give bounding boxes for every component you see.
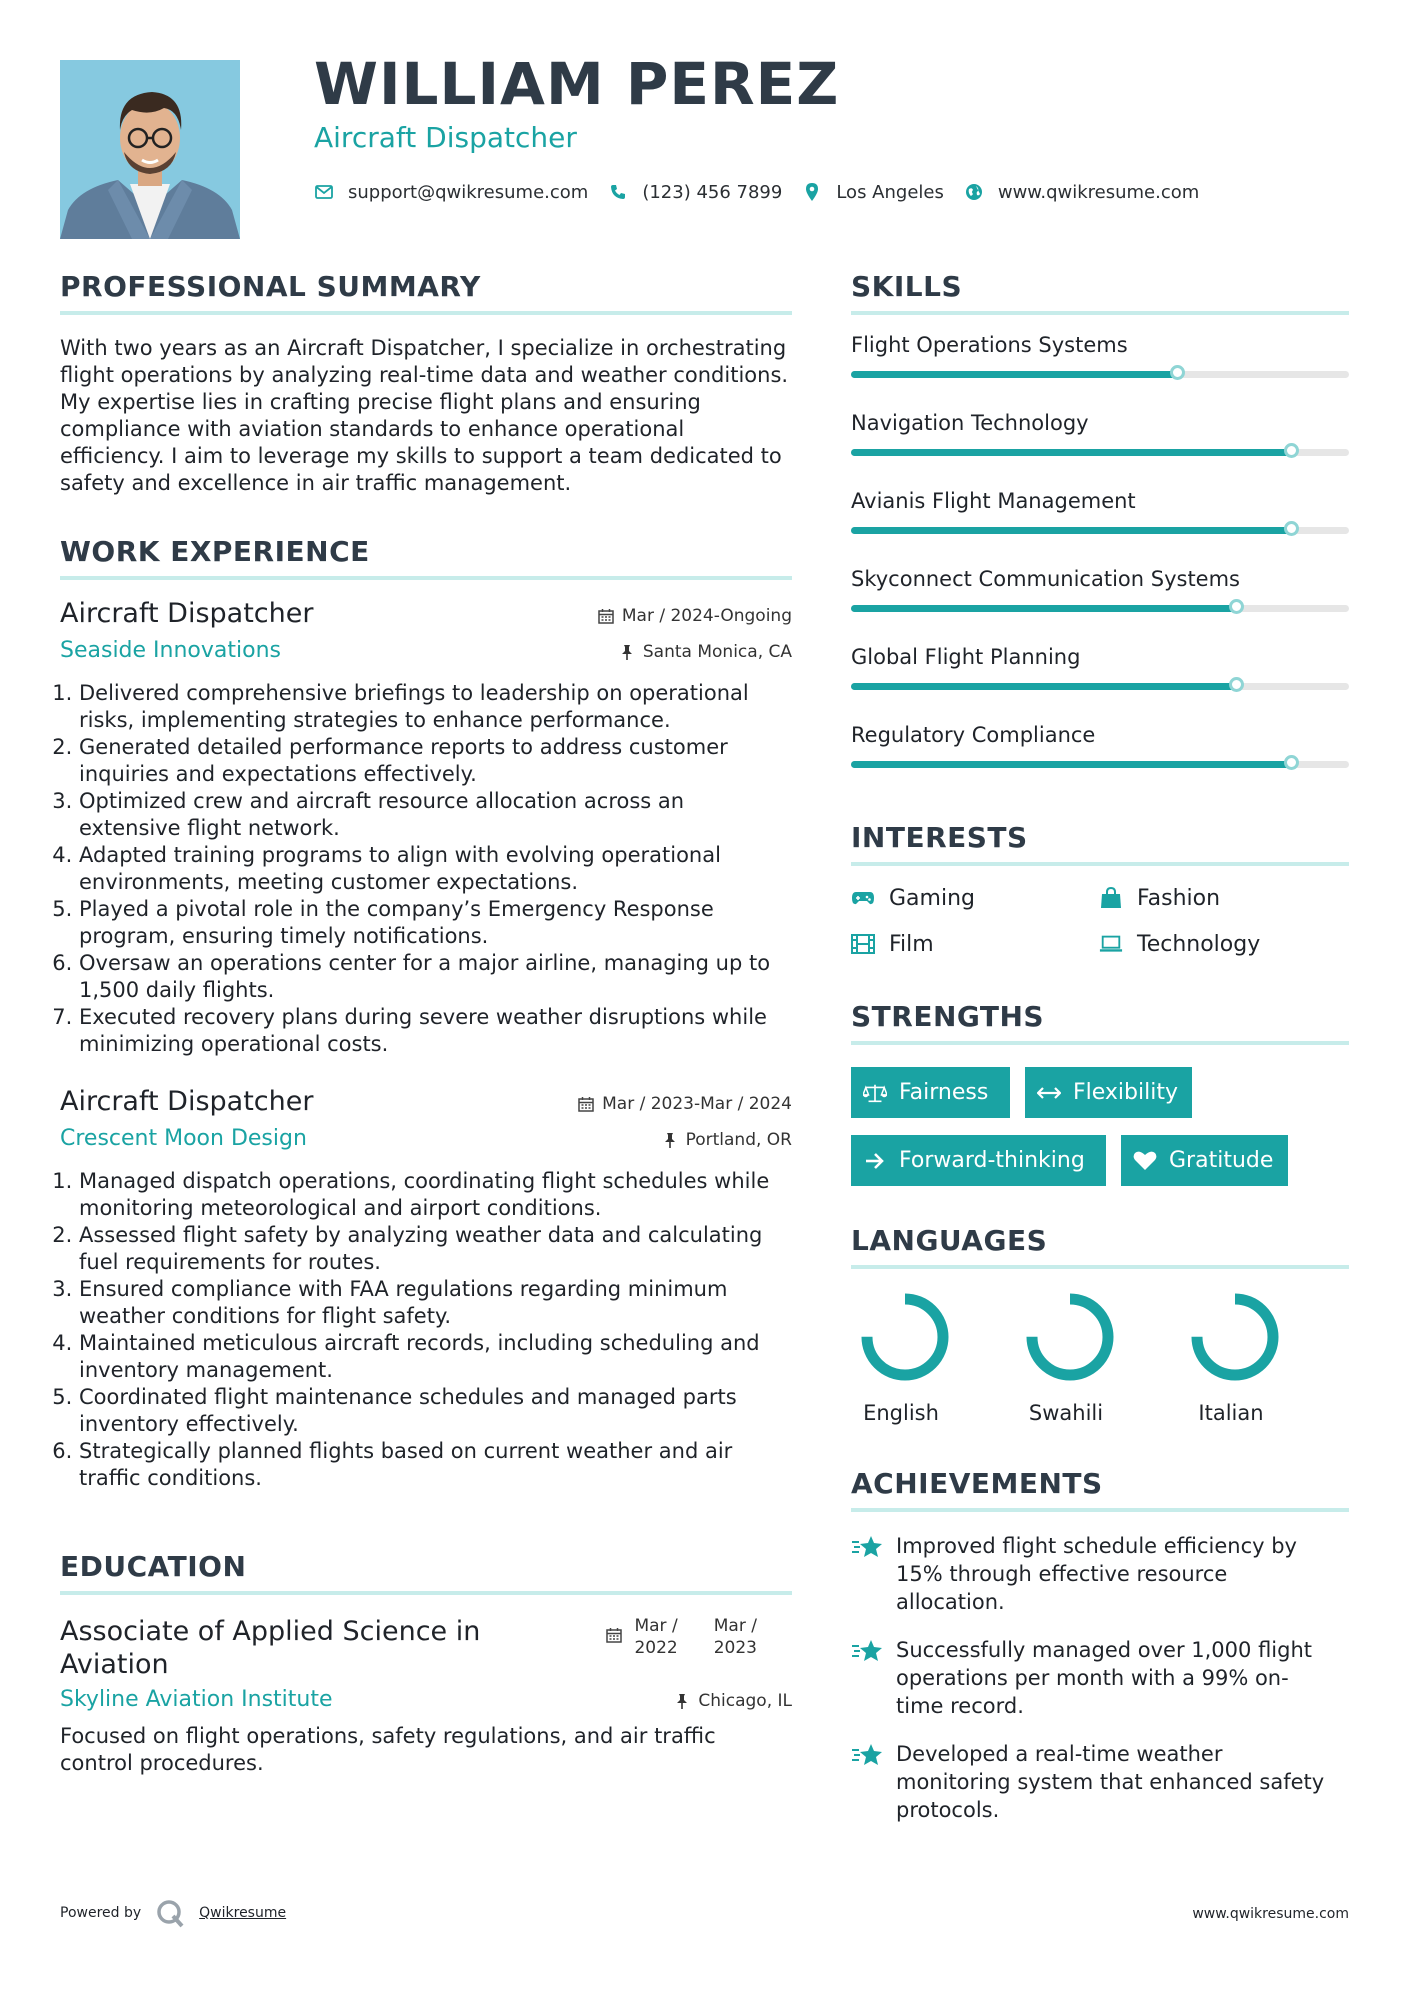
list-item: 6. Strategically planned flights based on current weather and air traffic conditions.: [79, 1438, 792, 1492]
achievement-item: [851, 1740, 1349, 1824]
skills-heading: SKILLS: [851, 270, 1349, 315]
contact-location: [802, 182, 944, 203]
language-item: [1016, 1291, 1181, 1425]
education-heading: EDUCATION: [60, 1550, 792, 1595]
list-item: 4. Maintained meticulous aircraft records, including scheduling and inventory management.: [79, 1330, 792, 1384]
phone-icon: [608, 182, 628, 202]
skill-bar-track: [851, 371, 1349, 378]
education-description: Focused on flight operations, safety regulations, and air traffic control procedures.: [60, 1724, 716, 1775]
skills-list: [851, 315, 1349, 783]
school-name: Skyline Aviation Institute: [60, 1687, 333, 1712]
skill-bar-knob: [1229, 677, 1244, 692]
job-location-text: Portland, OR: [685, 1130, 792, 1150]
list-item: 6. Oversaw an operations center for a major airline, managing up to 1,500 daily flights.: [79, 950, 792, 1004]
achievement-text: Successfully managed over 1,000 flight operations per month with a 99% on-time record.: [896, 1638, 1313, 1718]
education-end-month: Mar /: [713, 1616, 757, 1636]
achievements-list: [851, 1532, 1349, 1824]
skill-item: [851, 315, 1349, 393]
candidate-name: WILLIAM PEREZ: [314, 50, 840, 118]
language-level-arc: [867, 1299, 943, 1375]
contact-bar: [314, 179, 1219, 205]
globe-icon: [964, 182, 984, 202]
skill-bar-fill: [851, 683, 1239, 690]
envelope-icon: [314, 182, 334, 202]
strengths-heading: STRENGTHS: [851, 1000, 1349, 1045]
balance-scale-icon: [863, 1081, 887, 1105]
company-name: Crescent Moon Design: [60, 1126, 307, 1151]
pushpin-icon: [619, 644, 635, 660]
skill-item: [851, 393, 1349, 471]
languages-heading: LANGUAGES: [851, 1224, 1349, 1269]
shooting-star-icon: [851, 1740, 883, 1772]
heart-icon: [1133, 1149, 1157, 1173]
achievements-heading: ACHIEVEMENTS: [851, 1467, 1349, 1512]
pushpin-icon: [674, 1693, 690, 1709]
job-location: [662, 1130, 792, 1150]
education-start-month: Mar /: [634, 1616, 678, 1636]
language-level-arc: [1197, 1299, 1273, 1375]
skill-bar-fill: [851, 371, 1180, 378]
skill-item: [851, 549, 1349, 627]
horizontal-arrows-icon: [1037, 1081, 1061, 1105]
contact-website[interactable]: [964, 182, 1199, 203]
list-item: 7. Executed recovery plans during severe weather disruptions while minimizing operational costs.: [79, 1004, 792, 1058]
list-item: 4. Adapted training programs to align with evolving operational environments, meeting customer expectations.: [79, 842, 792, 896]
arrow-right-icon: [863, 1149, 887, 1173]
school-location: [674, 1691, 792, 1711]
language-name: Italian: [1198, 1401, 1264, 1425]
calendar-icon: [598, 608, 614, 624]
calendar-icon: [606, 1627, 622, 1643]
summary-text: With two years as an Aircraft Dispatcher, I specialize in orchestrating flight operations by analyzing real-time data and weather conditions. My expertise lies in crafting precise flight plans and ensuring compliance with aviation standards to enhance operational efficiency. I aim to leverage my skills to support a team dedicated to safety and excellence in air traffic management.: [60, 336, 789, 495]
education-end-year: 2023: [713, 1638, 757, 1658]
film-icon: [851, 932, 875, 956]
list-item: 5. Played a pivotal role in the company’s Emergency Response program, ensuring timely notifications.: [79, 896, 792, 950]
strength-tag: [851, 1067, 1010, 1118]
skill-bar-fill: [851, 527, 1294, 534]
contact-phone-text: (123) 456 7899: [642, 181, 783, 203]
qwikresume-logo-icon: [155, 1898, 185, 1928]
skill-bar-knob: [1170, 365, 1185, 380]
pushpin-icon: [662, 1132, 678, 1148]
education-entry: [60, 1615, 792, 1777]
skill-bar-track: [851, 605, 1349, 612]
interest-item: [851, 930, 1099, 958]
strength-label: Fairness: [899, 1080, 989, 1105]
skill-name: Skyconnect Communication Systems: [851, 567, 1241, 591]
language-item: [1181, 1291, 1346, 1425]
list-item: 3. Optimized crew and aircraft resource allocation across an extensive flight network.: [79, 788, 792, 842]
job-bullets: [60, 1168, 792, 1492]
language-level-ring: [859, 1291, 951, 1383]
achievement-text: Developed a real-time weather monitoring system that enhanced safety protocols.: [896, 1742, 1325, 1822]
contact-email[interactable]: [314, 182, 588, 203]
skill-item: [851, 705, 1349, 783]
left-column: [60, 270, 792, 1777]
job-title: Aircraft Dispatcher: [60, 598, 314, 629]
list-item: 5. Coordinated flight maintenance schedules and managed parts inventory effectively.: [79, 1384, 792, 1438]
job-title: Aircraft Dispatcher: [60, 1086, 314, 1117]
skill-bar-knob: [1284, 755, 1299, 770]
shopping-bag-icon: [1099, 886, 1123, 910]
skill-bar-fill: [851, 605, 1239, 612]
interest-label: Fashion: [1137, 885, 1221, 911]
skill-name: Global Flight Planning: [851, 645, 1081, 669]
degree-title: Associate of Applied Science in Aviation: [60, 1616, 481, 1680]
skill-bar-track: [851, 449, 1349, 456]
language-level-ring: [1024, 1291, 1116, 1383]
school-location-text: Chicago, IL: [698, 1691, 792, 1711]
strength-tag: [1121, 1135, 1288, 1186]
strengths-list: [851, 1067, 1349, 1186]
interest-item: [851, 884, 1099, 912]
interest-item: [1099, 884, 1347, 912]
job-date-text: Mar / 2024-Ongoing: [621, 606, 792, 626]
list-item: 3. Ensured compliance with FAA regulations regarding minimum weather conditions for flight safety.: [79, 1276, 792, 1330]
education-end: [714, 1615, 757, 1659]
job-location: [619, 642, 792, 662]
strength-tag: [851, 1135, 1106, 1186]
right-column: [851, 270, 1349, 1824]
skill-item: [851, 471, 1349, 549]
candidate-title: Aircraft Dispatcher: [314, 121, 577, 154]
job-date: [598, 606, 792, 626]
experience-heading: WORK EXPERIENCE: [60, 535, 792, 580]
list-item: 2. Generated detailed performance reports to address customer inquiries and expectations effectively.: [79, 734, 792, 788]
contact-location-text: Los Angeles: [836, 181, 944, 203]
skill-bar-track: [851, 761, 1349, 768]
achievement-item: [851, 1532, 1349, 1616]
powered-by-label: Powered by: [60, 1905, 142, 1921]
map-pin-icon: [802, 182, 822, 202]
skill-name: Avianis Flight Management: [851, 489, 1136, 513]
laptop-icon: [1099, 932, 1123, 956]
job-entry: [60, 598, 792, 1058]
skill-bar-track: [851, 683, 1349, 690]
skill-item: [851, 627, 1349, 705]
list-item: 2. Assessed flight safety by analyzing weather data and calculating fuel requirements for routes.: [79, 1222, 792, 1276]
calendar-icon: [578, 1096, 594, 1112]
skill-name: Flight Operations Systems: [851, 333, 1128, 357]
contact-email-text: support@qwikresume.com: [348, 181, 589, 203]
languages-list: [851, 1291, 1349, 1425]
contact-phone[interactable]: [608, 182, 782, 203]
language-name: Swahili: [1028, 1401, 1104, 1425]
footer-website[interactable]: www.qwikresume.com: [1192, 1906, 1349, 1922]
interest-item: [1099, 930, 1347, 958]
language-level-arc: [1032, 1299, 1108, 1375]
interests-heading: INTERESTS: [851, 821, 1349, 866]
skill-bar-knob: [1284, 443, 1299, 458]
brand-link[interactable]: Qwikresume: [199, 1905, 287, 1921]
shooting-star-icon: [851, 1636, 883, 1668]
interest-label: Gaming: [889, 885, 975, 911]
job-date: [578, 1094, 792, 1114]
skill-name: Navigation Technology: [851, 411, 1089, 435]
shooting-star-icon: [851, 1532, 883, 1564]
list-item: 1. Managed dispatch operations, coordinating flight schedules while monitoring meteorological and airport conditions.: [79, 1168, 792, 1222]
skill-bar-track: [851, 527, 1349, 534]
gamepad-icon: [851, 886, 875, 910]
interests-list: [851, 884, 1349, 958]
education-start: [634, 1615, 677, 1659]
strength-label: Gratitude: [1169, 1148, 1274, 1173]
education-start-year: 2022: [634, 1638, 678, 1658]
interest-label: Technology: [1137, 931, 1261, 957]
achievement-item: [851, 1636, 1349, 1720]
job-location-text: Santa Monica, CA: [642, 642, 792, 662]
footer-powered-by: [60, 1898, 286, 1928]
job-date-text: Mar / 2023-Mar / 2024: [602, 1094, 792, 1114]
company-name: Seaside Innovations: [60, 638, 281, 663]
contact-website-text: www.qwikresume.com: [997, 181, 1200, 203]
language-level-ring: [1189, 1291, 1281, 1383]
strength-tag: [1025, 1067, 1192, 1118]
job-entry: [60, 1086, 792, 1492]
language-name: English: [863, 1401, 939, 1425]
skill-bar-knob: [1229, 599, 1244, 614]
interest-label: Film: [889, 931, 934, 957]
achievement-text: Improved flight schedule efficiency by 15% through effective resource allocation.: [896, 1534, 1297, 1614]
job-bullets: [60, 680, 792, 1058]
strength-label: Flexibility: [1073, 1080, 1178, 1105]
strength-label: Forward-thinking: [899, 1148, 1085, 1173]
skill-bar-knob: [1284, 521, 1299, 536]
profile-photo: [60, 60, 240, 239]
language-item: [851, 1291, 1016, 1425]
education-dates: [606, 1615, 757, 1659]
list-item: 1. Delivered comprehensive briefings to leadership on operational risks, implementing strategies to enhance performance.: [79, 680, 792, 734]
skill-name: Regulatory Compliance: [851, 723, 1096, 747]
summary-heading: PROFESSIONAL SUMMARY: [60, 270, 792, 315]
skill-bar-fill: [851, 761, 1294, 768]
skill-bar-fill: [851, 449, 1294, 456]
